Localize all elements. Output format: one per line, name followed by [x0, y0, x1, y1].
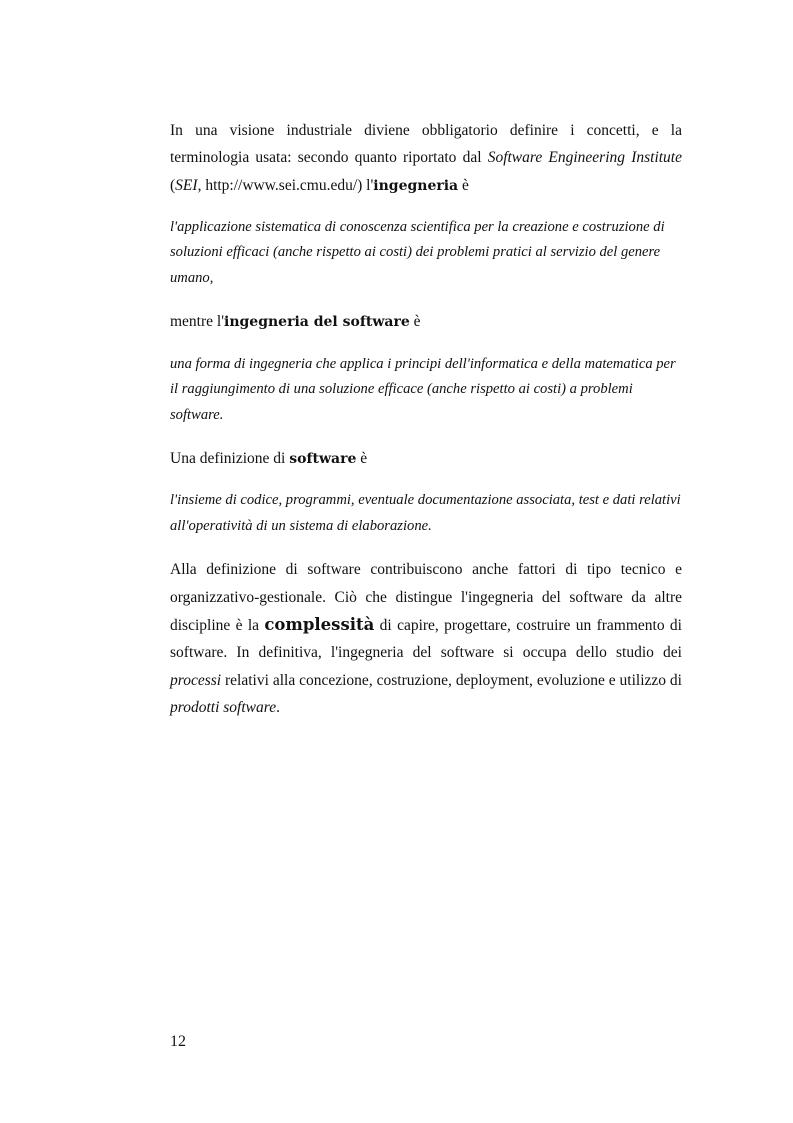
- text-span: , http://www.sei.cmu.edu/) l': [197, 176, 374, 194]
- text-span: Una definizione di: [170, 450, 290, 468]
- paragraph-intro: [170, 117, 682, 200]
- quote-definition-engineering: l'applicazione sistematica di conoscenza scientifica per la creazione e costruzione di soluzioni efficaci (anche rispetto ai costi) dei problemi pratici al servizio del genere umano,: [170, 218, 665, 286]
- text-span: è: [356, 450, 368, 468]
- text-span: (: [170, 176, 176, 194]
- text-span: è: [458, 176, 469, 194]
- paragraph-software-engineering: [170, 308, 682, 336]
- text-span: mentre l': [170, 313, 225, 331]
- quote-definition-software: l'insieme di codice, programmi, eventuale documentazione associata, test e dati relativi all'operatività di un sistema di elaborazione.: [170, 492, 681, 534]
- italic-term-processi: processi: [170, 671, 222, 689]
- italic-term-sei: SEI: [175, 176, 198, 194]
- bold-term-software: software: [289, 451, 357, 468]
- italic-term-prodotti-software: prodotti software: [170, 698, 277, 716]
- quote-definition-software-engineering: una forma di ingegneria che applica i principi dell'informatica e della matematica per il raggiungimento di una soluzione efficace (anche rispetto ai costi) a problemi software.: [170, 355, 676, 423]
- text-span: è: [409, 313, 421, 331]
- text-span: di capire, progettare, costruire un frammento di software. In definitiva, l'ingegneria del software si occupa dello studio dei: [170, 617, 682, 662]
- paragraph-complexity: [170, 556, 682, 721]
- bold-term-ingegneria-del-software: ingegneria del software: [224, 314, 410, 331]
- page-number: 12: [170, 1033, 186, 1050]
- body-text: [170, 117, 682, 721]
- text-span: In una visione industriale diviene obbligatorio definire i concetti, e la terminologia usata: secondo quanto riportato dal: [170, 122, 682, 167]
- bold-term-ingegneria: ingegneria: [373, 177, 459, 194]
- italic-term-sei-name: Software Engineering Institute: [487, 149, 682, 167]
- bold-term-complessita: complessità: [264, 615, 375, 635]
- text-span: .: [276, 698, 280, 716]
- text-span: Alla definizione di software contribuiscono anche fattori di tipo tecnico e organizzativo-gestionale. Ciò che distingue l'ingegneria del software da altre discipline è la: [170, 561, 682, 635]
- text-span: relativi alla concezione, costruzione, deployment, evoluzione e utilizzo di: [221, 671, 682, 689]
- paragraph-software-definition: [170, 445, 682, 473]
